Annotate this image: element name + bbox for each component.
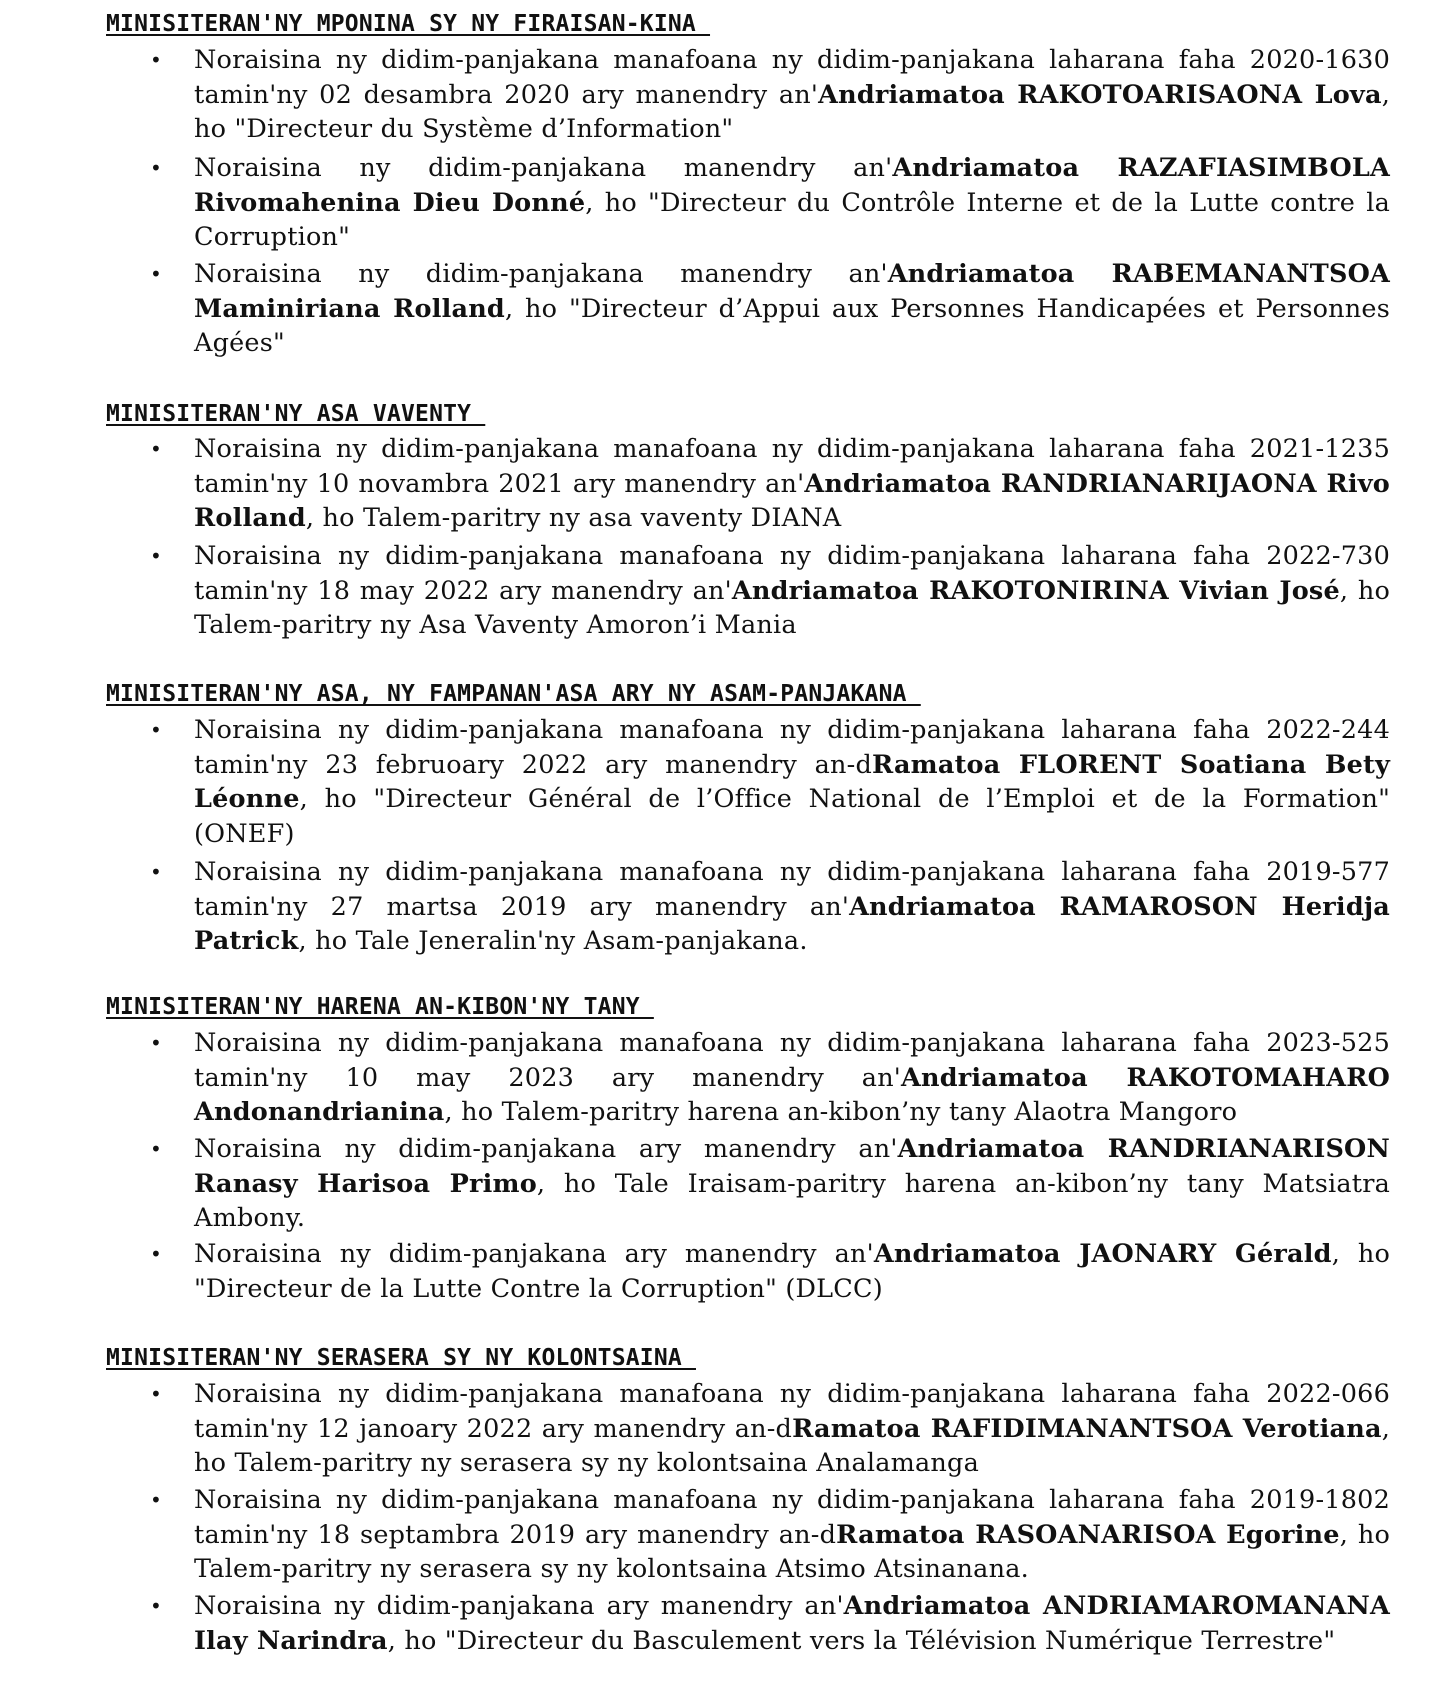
item-text: Noraisina ny didim-panjakana manafoana ny didim-panjakana laharana faha 2019-577 tamin'ny 27 martsa 2019 ary manendry an'	[194, 857, 1390, 922]
appointee-name: Andriamatoa RANDRIANARIJAONA Rivo Rolland	[194, 468, 1390, 533]
appointee-name: Ramatoa RASOANARISOA Egorine	[836, 1519, 1340, 1550]
appointee-name: Ramatoa RAFIDIMANANTSOA Verotiana	[792, 1413, 1382, 1444]
item-text: Noraisina ny didim-panjakana manafoana ny didim-panjakana laharana faha 2021-1235 tamin'ny 10 novambra 2021 ary manendry an'	[194, 434, 1390, 499]
list-item	[194, 713, 1390, 851]
item-role: , ho "Directeur Général de l’Office National de l’Emploi et de la Formation"(ONEF)	[194, 784, 1390, 849]
list-item	[194, 151, 1390, 255]
item-role: , ho "Directeur d’Appui aux Personnes Handicapées et Personnes Agées"	[194, 293, 1391, 358]
list-item	[194, 432, 1390, 536]
item-text: Noraisina ny didim-panjakana ary manendry an'	[194, 1134, 898, 1164]
item-text: Noraisina ny didim-panjakana manendry an'	[194, 153, 893, 183]
item-role: , ho Talem-paritry ny asa vaventy DIANA	[305, 503, 842, 533]
list-item	[194, 539, 1390, 643]
item-role: , ho "Directeur du Contrôle Interne et de la Lutte contre la Corruption"	[194, 187, 1390, 252]
item-role: , ho Talem-paritry ny Asa Vaventy Amoron’i Mania	[194, 575, 1391, 640]
item-text: Noraisina ny didim-panjakana manafoana ny didim-panjakana laharana faha 2023-525 tamin'ny 10 may 2023 ary manendry an'	[194, 1028, 1390, 1093]
section-title-mponina: MINISITERAN'NY MPONINA SY NY FIRAISAN-KINA	[106, 11, 711, 37]
appointee-name: Andriamatoa RAKOTONIRINA Vivian José	[731, 575, 1340, 606]
item-role: , ho Talem-paritry harena an-kibon’ny tany Alaotra Mangoro	[444, 1097, 1238, 1127]
list-item	[194, 1026, 1390, 1130]
item-role: , ho Talem-paritry ny serasera sy ny kolontsaina Analamanga	[194, 1413, 1390, 1478]
appointee-name: Andriamatoa RABEMANANTSOA Maminiriana Rolland	[194, 259, 1390, 324]
item-role: , ho Tale Iraisam-paritry harena an-kibon’ny tany Matsiatra Ambony.	[194, 1168, 1390, 1233]
list-item	[194, 1483, 1390, 1587]
list-item	[194, 1377, 1390, 1481]
appointee-name: Andriamatoa RAMAROSON Heridja Patrick	[194, 891, 1390, 956]
list-item	[194, 1589, 1390, 1658]
list-item	[194, 855, 1390, 959]
appointee-name: Andriamatoa ANDRIAMAROMANANA Ilay Narindra	[194, 1591, 1390, 1656]
appointee-name: Ramatoa FLORENT Soatiana Bety Léonne	[194, 749, 1391, 814]
section-title-asa-fampanan-asa: MINISITERAN'NY ASA, NY FAMPANAN'ASA ARY NY ASAM-PANJAKANA	[106, 681, 921, 707]
section-title-harena-an-kibon-ny-tany: MINISITERAN'NY HARENA AN-KIBON'NY TANY	[106, 994, 654, 1020]
appointee-name: Andriamatoa JAONARY Gérald	[873, 1239, 1332, 1269]
appointee-name: Andriamatoa RANDRIANARISON Ranasy Harisoa Primo	[194, 1134, 1390, 1199]
section-title-asa-vaventy: MINISITERAN'NY ASA VAVENTY	[106, 401, 486, 427]
item-role: , ho "Directeur de la Lutte Contre la Corruption" (DLCC)	[194, 1239, 1390, 1304]
list-item	[194, 1237, 1390, 1306]
item-text: Noraisina ny didim-panjakana manafoana ny didim-panjakana laharana faha 2022-244 tamin'ny 23 februoary 2022 ary manendry an-d	[194, 715, 1390, 780]
item-text: Noraisina ny didim-panjakana manafoana ny didim-panjakana laharana faha 2022-730 tamin'ny 18 may 2022 ary manendry an'	[194, 541, 1390, 606]
item-text: Noraisina ny didim-panjakana ary manendry an'	[194, 1591, 844, 1621]
item-role: , ho Tale Jeneralin'ny Asam-panjakana.	[298, 926, 808, 956]
item-role: , ho "Directeur du Système d’Information"	[194, 79, 1390, 144]
appointee-name: Andriamatoa RAKOTOARISAONA Lova	[818, 79, 1382, 110]
list-item	[194, 43, 1390, 147]
item-text: Noraisina ny didim-panjakana ary manendry an'	[194, 1239, 874, 1269]
item-text: Noraisina ny didim-panjakana manendry an'	[194, 259, 888, 289]
item-text: Noraisina ny didim-panjakana manafoana ny didim-panjakana laharana faha 2019-1802 tamin'ny 18 septambra 2019 ary manendry an-d	[194, 1485, 1390, 1550]
appointee-name: Andriamatoa RAKOTOMAHARO Andonandrianina	[194, 1062, 1390, 1127]
item-text: Noraisina ny didim-panjakana manafoana ny didim-panjakana laharana faha 2022-066 tamin'ny 12 janoary 2022 ary manendry an-d	[194, 1379, 1390, 1444]
list-item	[194, 257, 1390, 361]
item-role: , ho Talem-paritry ny serasera sy ny kolontsaina Atsimo Atsinanana.	[194, 1519, 1390, 1584]
list-item	[194, 1132, 1390, 1236]
item-role: , ho "Directeur du Basculement vers la Télévision Numérique Terrestre"	[387, 1625, 1336, 1656]
item-text: Noraisina ny didim-panjakana manafoana ny didim-panjakana laharana faha 2020-1630 tamin'ny 02 desambra 2020 ary manendry an'	[194, 45, 1390, 110]
section-title-serasera-kolontsaina: MINISITERAN'NY SERASERA SY NY KOLONTSAINA	[106, 1345, 696, 1371]
appointee-name: Andriamatoa RAZAFIASIMBOLA Rivomahenina Dieu Donné	[194, 153, 1390, 218]
